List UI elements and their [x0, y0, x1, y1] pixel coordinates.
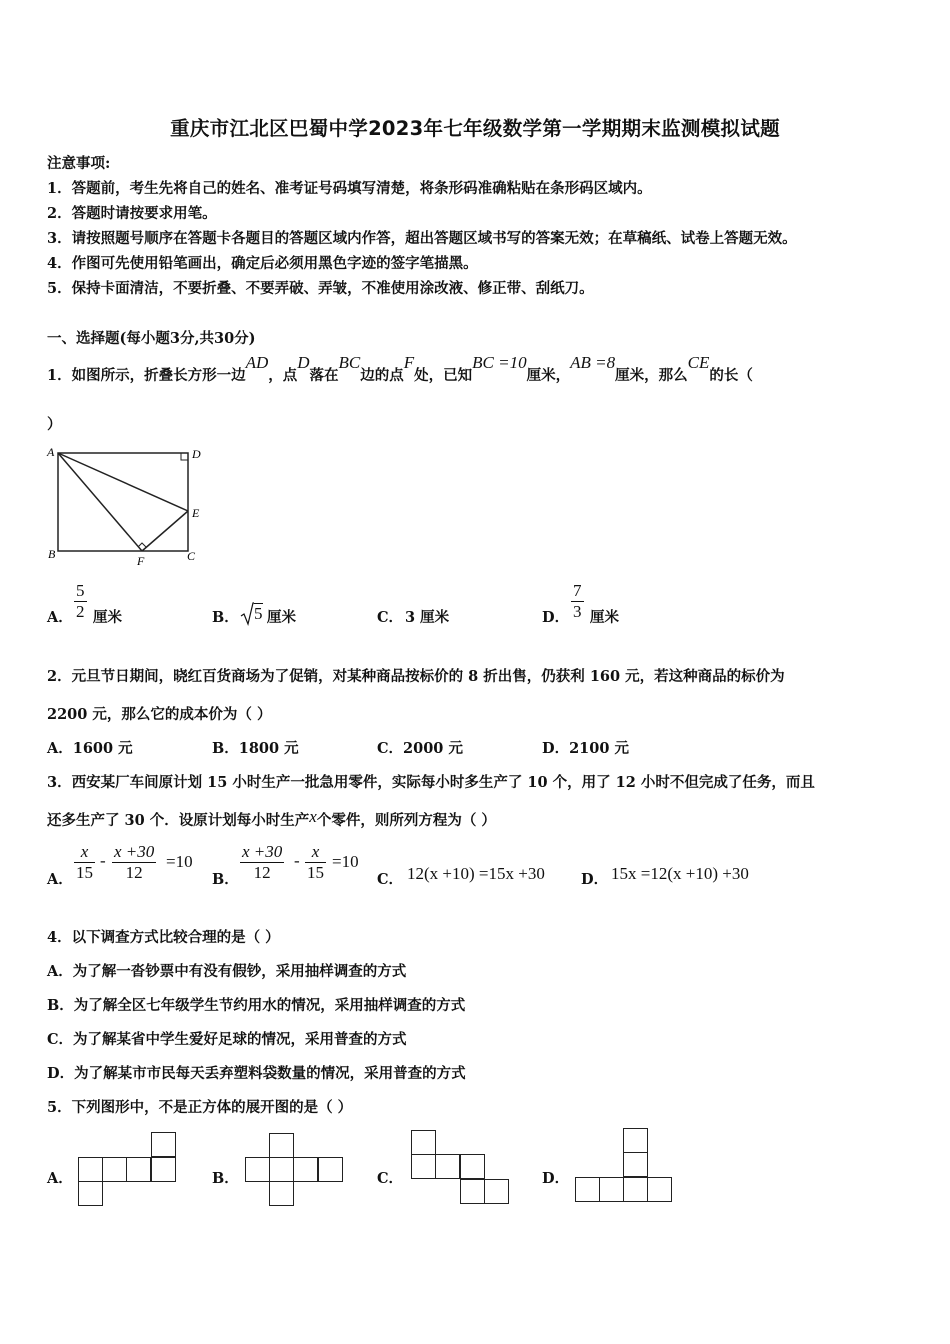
q3-option-c-label: C．	[377, 871, 404, 888]
q2-option-d: D．2100 元	[542, 740, 629, 757]
q3-option-a-label: A．	[47, 871, 73, 888]
q3-text: 还多生产了 30 个．设原计划每小时生产	[47, 812, 310, 829]
q3-option-a-fraction-1	[74, 842, 95, 883]
label-c: C	[187, 549, 196, 563]
q5-option-d-label: D．	[542, 1170, 570, 1187]
q3-option-a-fraction-2	[112, 842, 156, 883]
notice-heading: 注意事项:	[47, 155, 111, 172]
q1-option-b-unit: 厘米	[267, 609, 296, 626]
q3-text: 个零件，则所列方程为（ ）	[316, 812, 496, 829]
q3-option-d-equation: 15x =12(x +10) +30	[611, 864, 749, 883]
minus-sign: -	[294, 851, 300, 870]
question-3-stem-cont	[47, 809, 496, 830]
label-d: D	[192, 447, 201, 461]
q3-option-c-equation: 12(x +10) =15x +30	[407, 864, 545, 883]
q1-text: 的长（	[709, 367, 753, 384]
math-x: x	[309, 807, 317, 826]
notice-item: 5．保持卡面清洁，不要折叠、不要弄破、弄皱，不准使用涂改液、修正带、刮纸刀。	[47, 280, 594, 297]
q1-option-d-unit: 厘米	[590, 609, 619, 626]
q1-option-d-label: D．	[542, 609, 570, 626]
folded-rectangle-figure	[44, 444, 214, 570]
q1-option-b-radicand	[254, 603, 263, 624]
fraction-numerator: 5	[76, 581, 85, 600]
q2-option-c: C．2000 元	[377, 740, 463, 757]
q1-option-a-fraction	[74, 581, 87, 622]
label-f: F	[137, 554, 145, 568]
q1-text: 落在	[309, 367, 339, 384]
q4-option-c: C．为了解某省中学生爱好足球的情况，采用普查的方式	[47, 1031, 407, 1048]
q4-option-d: D．为了解某市市民每天丢弃塑料袋数量的情况，采用普查的方式	[47, 1065, 466, 1082]
label-b: B	[48, 547, 56, 561]
question-1-stem	[47, 353, 753, 385]
radicand: 5	[254, 604, 263, 623]
q1-option-a-label: A．	[47, 609, 73, 626]
q1-option-d-fraction	[571, 581, 584, 622]
question-2-stem: 2．元旦节日期间，晓红百货商场为了促销，对某种商品按标价的 8 折出售，仍获利 160 元，若这种商品的标价为	[47, 668, 785, 685]
fraction-numerator: x +30	[114, 842, 155, 861]
question-5-stem: 5．下列图形中，不是正方体的展开图的是（ ）	[47, 1099, 353, 1116]
minus-sign: -	[100, 851, 106, 870]
q5-option-b-label: B．	[212, 1170, 239, 1187]
equals-value: =10	[332, 852, 359, 871]
q1-text: 边的点	[360, 367, 404, 384]
q3-option-d-label: D．	[581, 871, 609, 888]
math-d: D	[297, 353, 310, 372]
fraction-denominator: 15	[307, 863, 324, 882]
q5-option-c-label: C．	[377, 1170, 404, 1187]
q1-option-a-unit: 厘米	[93, 609, 122, 626]
math-f: F	[403, 353, 415, 372]
q2-option-a: A．1600 元	[47, 740, 133, 757]
sqrt-icon	[240, 602, 254, 626]
equals-value: =10	[166, 852, 193, 871]
q1-option-c-label: C．	[377, 609, 404, 626]
q5-option-a-label: A．	[47, 1170, 73, 1187]
math-ad: AD	[245, 353, 269, 372]
fraction-denominator: 12	[125, 863, 143, 882]
fraction-denominator: 3	[573, 602, 582, 621]
q4-option-b: B．为了解全区七年级学生节约用水的情况，采用抽样调查的方式	[47, 997, 466, 1014]
q1-text: ，点	[268, 367, 298, 384]
label-a: A	[47, 445, 55, 459]
q1-close-paren: ）	[47, 416, 62, 433]
q1-text: 1．如图所示，折叠长方形一边	[47, 367, 246, 384]
question-2-stem-cont: 2200 元，那么它的成本价为（ ）	[47, 706, 272, 723]
fraction-denominator: 12	[253, 863, 271, 882]
notice-item: 3．请按照题号顺序在答题卡各题目的答题区域内作答，超出答题区域书写的答案无效；在草稿纸、试卷上答题无效。	[47, 230, 797, 247]
page-title: 重庆市江北区巴蜀中学2023年七年级数学第一学期期末监测模拟试题	[170, 117, 780, 140]
q3-option-b-label: B．	[212, 871, 239, 888]
fraction-numerator: x +30	[242, 842, 283, 861]
math-ce: CE	[687, 353, 710, 372]
q1-text: 处，已知	[414, 367, 473, 384]
math-bc: BC	[338, 353, 361, 372]
question-4-stem: 4．以下调查方式比较合理的是（ ）	[47, 929, 280, 946]
label-e: E	[192, 506, 200, 520]
notice-item: 4．作图可先使用铅笔画出，确定后必须用黑色字迹的签字笔描黑。	[47, 255, 478, 272]
q1-text: 厘米，	[526, 367, 571, 384]
q2-option-b: B．1800 元	[212, 740, 299, 757]
q1-text: 厘米，那么	[615, 367, 688, 384]
fraction-denominator: 2	[76, 602, 85, 621]
q4-option-a: A．为了解一沓钞票中有没有假钞，采用抽样调查的方式	[47, 963, 407, 980]
q3-option-b-fraction-2	[305, 842, 326, 883]
notice-item: 2．答题时请按要求用笔。	[47, 205, 217, 222]
q1-option-b-label: B．	[212, 609, 239, 626]
math-ab-value: AB =8	[570, 353, 616, 372]
q3-option-b-fraction-1	[240, 842, 284, 883]
math-bc-value: BC =10	[472, 353, 527, 372]
question-3-stem: 3．西安某厂车间原计划 15 小时生产一批急用零件，实际每小时多生产了 10 个，用了 12 小时不但完成了任务，而且	[47, 774, 815, 791]
fraction-numerator: 7	[573, 581, 582, 600]
section-heading: 一、选择题(每小题3分,共30分)	[47, 330, 256, 347]
fraction-denominator: 15	[76, 863, 93, 882]
notice-item: 1．答题前，考生先将自己的姓名、准考证号码填写清楚，将条形码准确粘贴在条形码区域内。	[47, 180, 652, 197]
q1-option-c-text: 3 厘米	[405, 609, 450, 626]
fraction-numerator: x	[80, 842, 89, 861]
fraction-numerator: x	[311, 842, 320, 861]
